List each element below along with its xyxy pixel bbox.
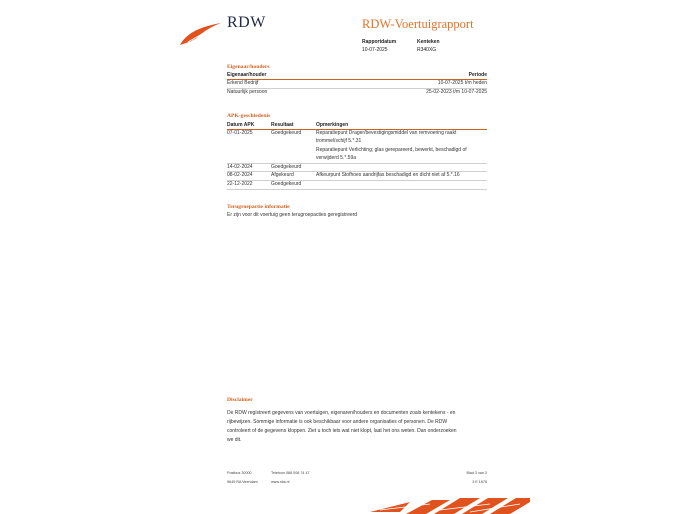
apk-row-1-remark-line2: trommel/schijf 5.*.31 [316, 138, 362, 144]
footer-website: www.rdw.nl [271, 480, 290, 484]
apk-col-result: Resultaat [271, 122, 294, 128]
apk-row-3-remark: Afkeurpunt Stofhoes aandrijfas beschadigd en dicht niet af 5.*.16 [316, 172, 460, 178]
report-date: 10-07-2025 [362, 47, 388, 53]
apk-row-divider [227, 180, 487, 181]
apk-row-1-result: Goedgekeurd [271, 130, 302, 136]
rdw-logo-icon [178, 22, 222, 46]
plate-label: Kenteken [417, 39, 440, 45]
disclaimer-text [227, 409, 457, 445]
apk-col-remarks: Opmerkingen [316, 122, 349, 128]
owner-row-1-period: 10-07-2025 t/m heden [437, 80, 487, 86]
disclaimer-line-3: controleert of de gegevens kloppen. Ziet u toch iets wat niet klopt, laat het ons weten. Dan onderzoeken [227, 428, 457, 434]
brand-name: RDW [227, 14, 266, 31]
apk-row-1-remark-line1: Reparatiepunt Drager/bevestigingsmiddel van remvoering raakt [316, 130, 457, 136]
apk-row-1-remark-line3: Reparatiepunt Verlichting; glas gerepareerd, bewerkt, beschadigd of [316, 147, 467, 153]
recall-section-title: Terugroepactie informatie [227, 204, 290, 210]
apk-row-3-date: 08-02-2024 [227, 172, 253, 178]
owners-section-title: Eigenaar/houders [227, 64, 270, 70]
disclaimer-line-1: De RDW registreert gegevens van voertuigen, eigenaren/houders en documenten zoals kentekens - en [227, 410, 456, 416]
owner-row-2-owner: Natuurlijk persoon [227, 89, 268, 95]
apk-section-title: APK-geschiedenis [227, 113, 271, 119]
apk-row-4-date: 22-12-2022 [227, 181, 253, 187]
apk-row-3-result: Afgekeurd [271, 172, 294, 178]
plate-number: R340XG [417, 47, 437, 53]
owner-row-1-owner: Erkend Bedrijf [227, 80, 259, 86]
owner-row-2-period: 25-02-2023 t/m 10-07-2025 [426, 89, 487, 95]
owners-col-owner: Eigenaar/houder [227, 72, 267, 78]
footer-page-number: Blad 3 van 3 [466, 471, 487, 475]
recall-text: Er zijn voor dit voertuig geen terugroepacties geregistreerd [227, 212, 358, 218]
apk-row-1-remark-line4: verwijderd 5.*.59a [316, 155, 357, 161]
apk-row-divider [227, 189, 487, 190]
owners-col-period: Periode [468, 72, 487, 78]
disclaimer-line-2: rijbewijzen. Sommige informatie is ook beschikbaar voor andere organisaties of personen. De RDW [227, 419, 448, 425]
footer-city: 9640 RA Veendam [227, 480, 258, 484]
report-date-label: Rapportdatum [362, 39, 397, 45]
footer-postbus: Postbus 30000 [227, 471, 252, 475]
document-title: RDW-Voertuigrapport [362, 17, 474, 31]
apk-row-divider [227, 163, 487, 164]
footer-document-code: 3 E 1678 [472, 480, 487, 484]
footer-phone: Telefoon 088 008 74 47 [271, 471, 310, 475]
disclaimer-section-title: Disclaimer [227, 397, 253, 403]
apk-row-2-date: 14-02-2024 [227, 164, 253, 170]
apk-row-2-result: Goedgekeurd [271, 164, 302, 170]
decorative-stripes-icon [370, 498, 530, 514]
apk-row-1-date: 07-01-2025 [227, 130, 253, 136]
disclaimer-line-4: we dit. [227, 437, 242, 443]
apk-row-4-result: Goedgekeurd [271, 181, 302, 187]
apk-col-date: Datum APK [227, 122, 255, 128]
